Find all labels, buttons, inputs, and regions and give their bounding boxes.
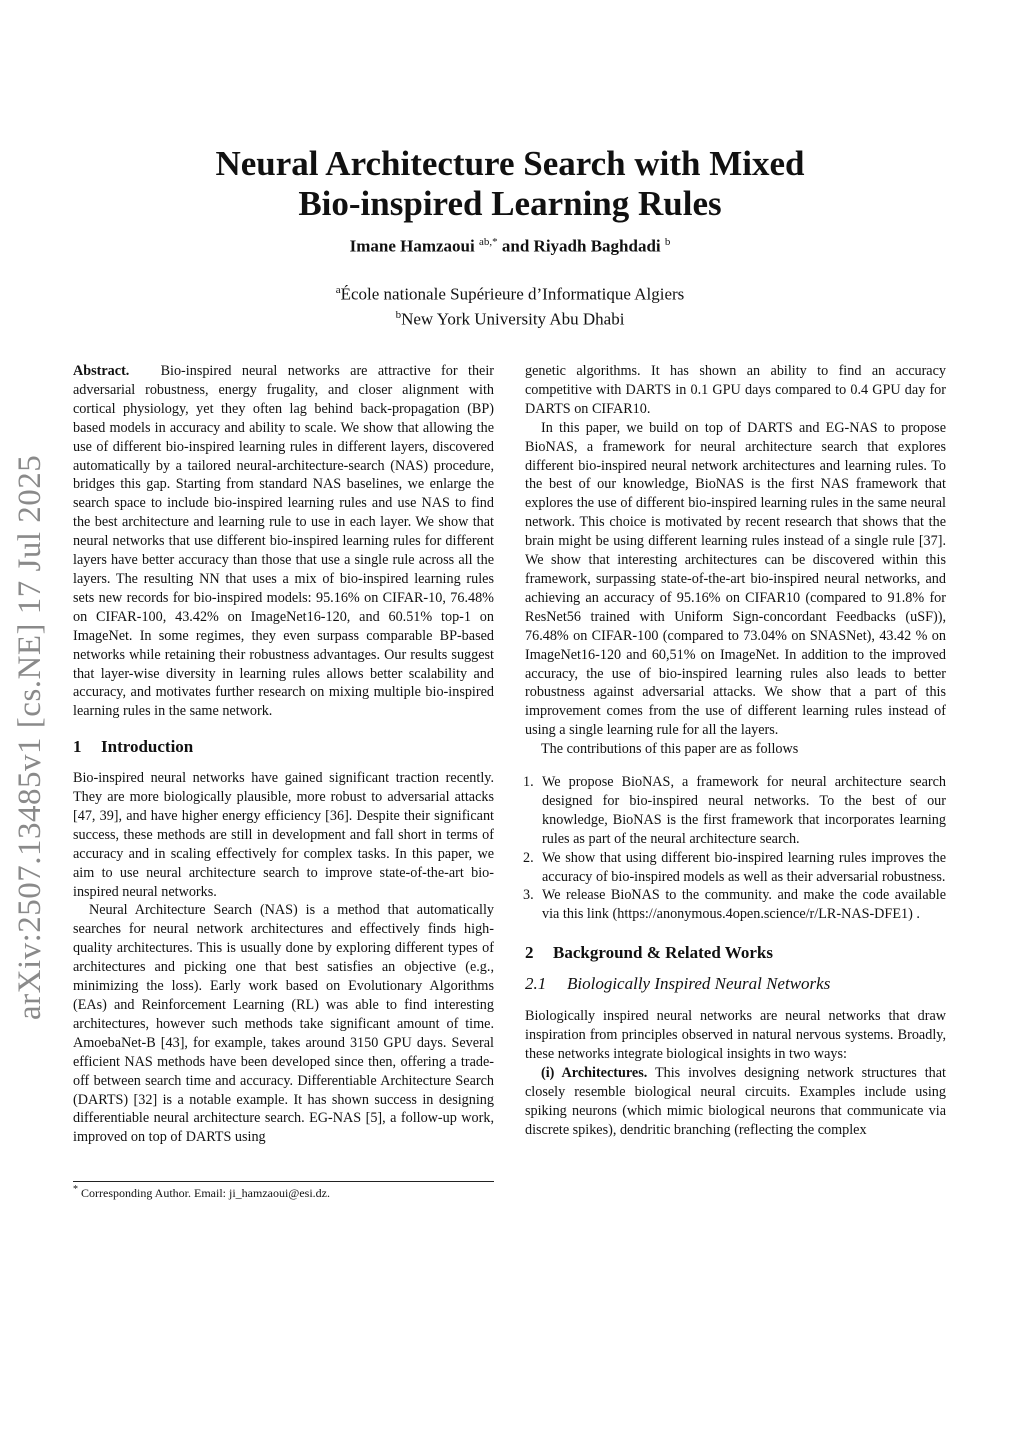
- list-item: [525, 773, 946, 849]
- affiliation-a-name: École nationale Supérieure d’Informatique Algiers: [340, 284, 685, 304]
- left-column: [73, 362, 494, 1147]
- section-1-title: Introduction: [101, 737, 194, 757]
- list-marker: 3.: [523, 887, 534, 904]
- section-2-title: Background & Related Works: [553, 943, 773, 963]
- author-conjunction: and: [501, 236, 530, 256]
- list-item-text: We show that using different bio-inspired learning rules improves the accuracy of bio-inspired models as well as their adversarial robustness.: [542, 849, 946, 885]
- author-1-affiliation-mark: ab,*: [478, 236, 498, 248]
- list-marker: 1.: [523, 774, 534, 791]
- arxiv-identifier: arXiv:2507.13485v1 [cs.NE] 17 Jul 2025: [12, 454, 48, 1020]
- section-2-heading: [525, 944, 946, 963]
- background-paragraph-2: [525, 1064, 946, 1140]
- list-item: [525, 886, 946, 924]
- footnote-text: Corresponding Author. Email: ji_hamzaoui@esi.dz.: [81, 1186, 331, 1200]
- title-line-2: Bio-inspired Learning Rules: [298, 184, 722, 223]
- abstract-text: Bio-inspired neural networks are attractive for their adversarial robustness, energy frugality, and closer alignment with cortical physiology, yet they often lag behind back-propagation (BP) based models in accuracy and ability to scale. We show that allowing the use of different bio-inspired learning rules in different layers, discovered automatically by a tailored neural-architecture-search (NAS) procedure, bridges this gap. Starting from standard NAS baselines, we enlarge the search space to include bio-inspired learning rules and use NAS to find the best architecture and learning rule to use in each layer. We show that neural networks that use different bio-inspired learning rules for different layers have better accuracy than those that use a single rule across all the layers. The resulting NN that uses a mix of bio-inspired learning rules sets new records for bio-inspired models: 95.16% on CIFAR-10, 76.48% on CIFAR-100, 43.42% on ImageNet16-120, and 60.51% top-1 on ImageNet. In some regimes, they even surpass comparable BP-based networks while retaining their robustness advantages. Our results suggest that layer-wise diversity in learning rules allows better scalability and accuracy, and motivates further research on mixing multiple bio-inspired learning rules in the same network.: [73, 363, 495, 720]
- footnote-divider: [73, 1181, 494, 1182]
- list-item-text: We release BioNAS to the community. and make the code available via this link (https://anonymous.4open.science/r/LR-NAS-DFE1) .: [542, 887, 946, 923]
- affiliations: [150, 280, 870, 329]
- intro-paragraph-2-continued: genetic algorithms. It has shown an ability to find an accuracy competitive with DARTS in 0.1 GPU days compared to 0.4 GPU day for DARTS on CIFAR10.: [525, 363, 946, 417]
- list-item-text: We propose BioNAS, a framework for neural architecture search designed for bio-inspired neural networks. To the best of our knowledge, BioNAS is the first framework that incorporates learning rules as part of the neural architecture search.: [542, 774, 946, 847]
- affiliation-b-name: New York University Abu Dhabi: [401, 309, 625, 329]
- right-column: [525, 362, 946, 1139]
- intro-paragraph-2: Neural Architecture Search (NAS) is a method that automatically searches for neural network architectures and effectively finds high-quality architectures. This is usually done by exploring different types of architectures and picking one that best satisfies an objective (e.g., minimizing the loss). Early work based on Evolutionary Algorithms (EAs) and Reinforcement Learning (RL) was able to find interesting architectures, however such methods take significant amount of time. AmoebaNet-B [43], for example, takes around 3150 GPU days. Several efficient NAS methods have been developed since then, offering a trade-off between search time and accuracy. Differentiable Architecture Search (DARTS) [32] is a notable example. It has shown success in designing differentiable neural architecture search. EG-NAS [5], a follow-up work, improved on top of DARTS using: [73, 902, 494, 1146]
- author-2-affiliation-mark: b: [664, 236, 671, 248]
- author-2: Riyadh Baghdadi: [533, 236, 661, 256]
- list-item: [525, 849, 946, 887]
- title-line-1: Neural Architecture Search with Mixed: [215, 144, 805, 183]
- section-2-number: 2: [525, 943, 534, 963]
- affiliation-b-mark: b: [395, 308, 402, 321]
- contribution-list: [525, 773, 946, 924]
- intro-paragraph-3: In this paper, we build on top of DARTS and EG-NAS to propose BioNAS, a framework for neural architecture search that explores different bio-inspired neural network architectures and learning rules. To the best of our knowledge, BioNAS is the first NAS framework that explores the use of different bio-inspired learning rules in the same neural network. This choice is motivated by recent research that shows that the brain might be using different learning rules instead of a single rule [37]. We show that interesting architectures can be discovered within this framework, surpassing state-of-the-art bio-inspired neural networks, and achieving an accuracy of 95.16% on CIFAR10 (compared to 91.8% for ResNet56 trained with Uniform Sign-concordant Feedbacks (uSF)), 76.48% on CIFAR-100 (compared to 73.04% on SNASNet), 43.42 % on ImageNet16-120 and 60,51% on ImageNet. In addition to the improved accuracy, the use of bio-inspired learning rules also leads to better robustness against adversarial attacks. We show that a part of this improvement comes from the use of different learning rules instead of using a single learning rule for all the layers.: [525, 419, 946, 739]
- list-marker: 2.: [523, 849, 534, 866]
- section-1-number: 1: [73, 737, 82, 757]
- abstract-label: Abstract.: [73, 363, 130, 379]
- affiliation-b: [150, 305, 870, 330]
- author-1: Imane Hamzaoui: [349, 236, 475, 256]
- footnote-marker: *: [73, 1184, 78, 1195]
- intro-paragraph-4: The contributions of this paper are as follows: [541, 741, 799, 758]
- affiliation-a: [150, 280, 870, 305]
- background-paragraph-1: Biologically inspired neural networks are neural networks that draw inspiration from principles observed in natural nervous systems. Broadly, these networks integrate biological insights in two ways:: [525, 1008, 946, 1062]
- architectures-text: This involves designing network structures that closely resemble biological neural circuits. Examples include using spiking neurons (which mimic biological neurons that communicate via discrete spikes), dendritic branching (reflecting the complex: [525, 1064, 946, 1138]
- abstract: [73, 362, 494, 721]
- subsection-2-1-number: 2.1: [525, 974, 547, 994]
- author-list: [150, 236, 870, 257]
- subsection-2-1-heading: [525, 975, 946, 994]
- affiliation-a-mark: a: [335, 284, 341, 296]
- subsection-2-1-title: Biologically Inspired Neural Networks: [567, 974, 831, 994]
- paper-title: [150, 144, 870, 224]
- section-1-heading: [73, 738, 494, 757]
- intro-paragraph-1: Bio-inspired neural networks have gained significant traction recently. They are more biologically plausible, more robust to adversarial attacks [47, 39], and have higher energy efficiency [36]. Despite their significant success, these methods are still in development and fall short in terms of accuracy and in scaling effectively for complex tasks. In this paper, we aim to use neural architecture search to improve state-of-the-art bio-inspired neural networks.: [73, 770, 494, 900]
- architectures-label: (i) Architectures.: [541, 1064, 648, 1081]
- footnote: [73, 1184, 494, 1201]
